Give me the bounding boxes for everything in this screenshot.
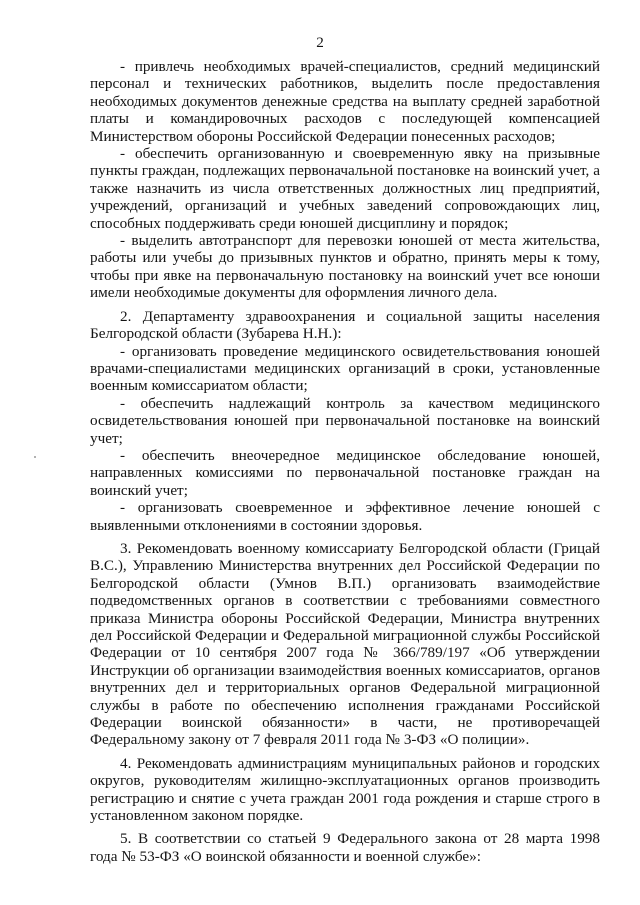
scan-speck — [34, 456, 36, 458]
document-body — [90, 58, 600, 865]
paragraph-item-4-municipal-administrations: 4. Рекомендовать администрациям муниципальных районов и городских округов, руководителям жилищно-эксплуатационных органов производить регистрацию и снятие с учета граждан 2001 года рождения и старше строго в установленном законом порядке. — [90, 754, 600, 825]
page-number: 2 — [316, 34, 324, 51]
paragraph-item-3-military-commissariat: 3. Рекомендовать военному комиссариату Белгородской области (Грицай В.С.), Управлению Министерства внутренних дел Российской Федерации по Белгородской области (Умнов В.П.) организовать взаимодействие подведомственных органов в соответствии с требованиями совместного приказа Министра обороны Российской Федерации, Министра внутренних дел Российской Федерации и Федеральной миграционной службы Российской Федерации от 10 сентября 2007 года № 366/789/197 «Об утверждении Инструкции об организации взаимодействия военных комиссариатов, органов внутренних дел и территориальных органов Федеральной миграционной службы в работе по обеспечению исполнения гражданами Российской Федерации воинской обязанности» в части, не противоречащей Федеральному закону от 7 февраля 2011 года № 3-ФЗ «О полиции». — [90, 539, 600, 749]
paragraph-organize-treatment: - организовать своевременное и эффективное лечение юношей с выявленными отклонениями в состоянии здоровья. — [90, 499, 600, 534]
paragraph-ensure-attendance: - обеспечить организованную и своевременную явку на призывные пункты граждан, подлежащих первоначальной постановке на воинский учет, а также назначить из числа ответственных должностных лиц предприятий, учреждений, организаций и учебных заведений сопровождающих лиц, способных поддерживать среди юношей дисциплину и порядок; — [90, 145, 600, 232]
paragraph-quality-control: - обеспечить надлежащий контроль за качеством медицинского освидетельствования юношей при первоначальной постановке на воинский учет; — [90, 394, 600, 447]
paragraph-organize-examination: - организовать проведение медицинского освидетельствования юношей врачами-специалистами медицинских организаций в сроки, установленные военным комиссариатом области; — [90, 342, 600, 395]
paragraph-item-2-health-department: 2. Департаменту здравоохранения и социальной защиты населения Белгородской области (Зубарева Н.Н.): — [90, 307, 600, 343]
paragraph-extraordinary-examination: - обеспечить внеочередное медицинское обследование юношей, направленных комиссиями по первоначальной постановке граждан на воинский учет; — [90, 446, 600, 499]
paragraph-allocate-transport: - выделить автотранспорт для перевозки юношей от места жительства, работы или учебы до призывных пунктов и обратно, принять меры к тому, чтобы при явке на первоначальную постановку на воинский учет все юноши имели необходимые документы для оформления личного дела. — [90, 232, 600, 302]
paragraph-item-5-federal-law: 5. В соответствии со статьей 9 Федерального закона от 28 марта 1998 года № 53-ФЗ «О воинской обязанности и военной службе»: — [90, 830, 600, 865]
paragraph-hire-specialists: - привлечь необходимых врачей-специалистов, средний медицинский персонал и технических работников, выделить после предоставления необходимых документов денежные средства на выплату средней заработной платы и командировочных расходов с последующей компенсацией Министерством обороны Российской Федерации понесенных расходов; — [90, 58, 600, 145]
